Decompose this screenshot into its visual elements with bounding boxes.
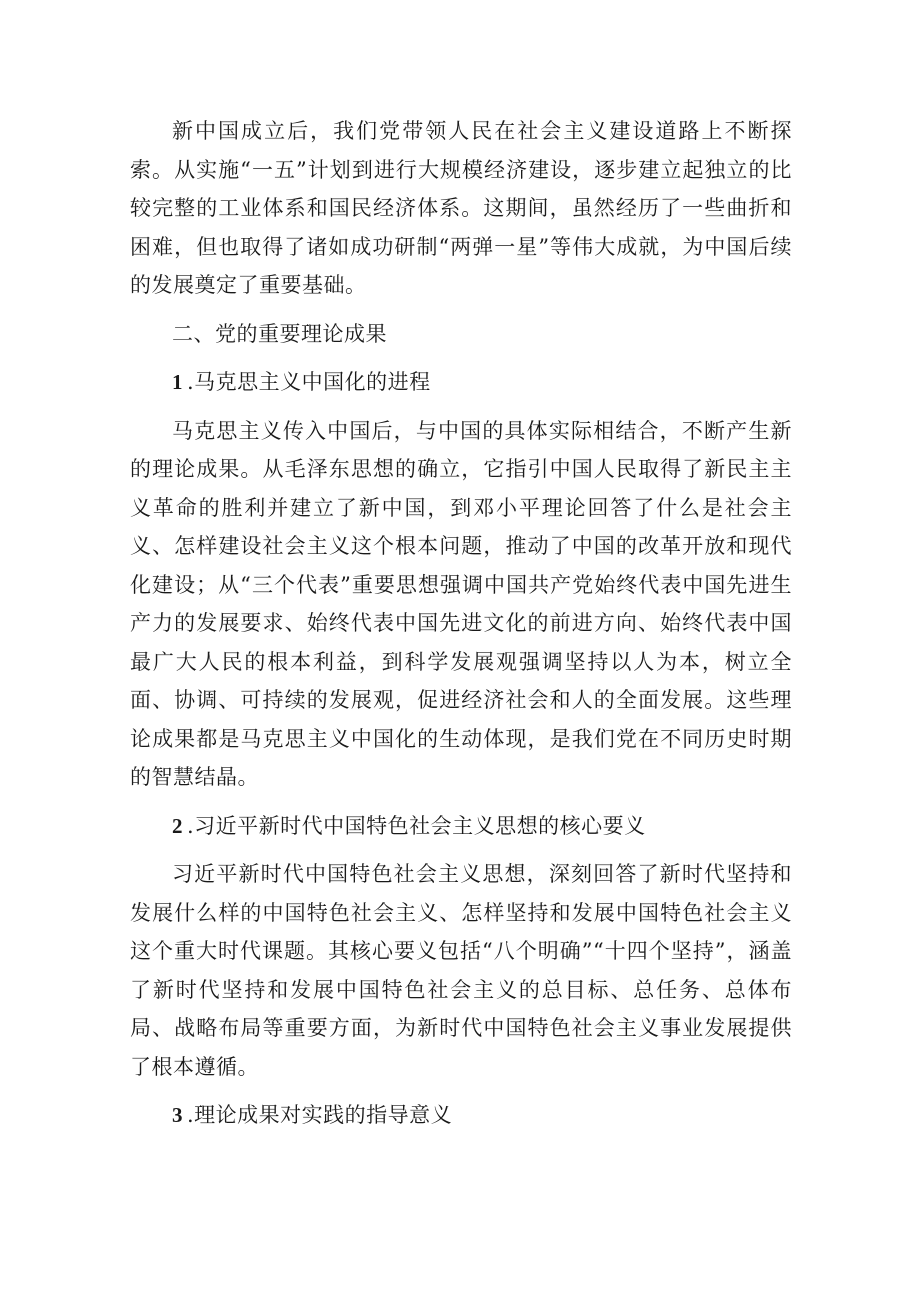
- subheading-1: [130, 363, 792, 402]
- subheading-3: [130, 1096, 792, 1135]
- paragraph-new-china-construction: 新中国成立后，我们党带领人民在社会主义建设道路上不断探索。从实施“一五”计划到进行大规模经济建设，逐步建立起独立的比较完整的工业体系和国民经济体系。这期间，虽然经历了一些曲折和困难，但也取得了诸如成功研制“两弹一星”等伟大成就，为中国后续的发展奠定了重要基础。: [130, 119, 792, 297]
- subheading-2-title: .习近平新时代中国特色社会主义思想的核心要义: [187, 813, 646, 838]
- subheading-2: [130, 807, 792, 846]
- subheading-2-number: 2: [172, 813, 183, 838]
- subheading-3-number: 3: [172, 1103, 183, 1127]
- subheading-3-title: .理论成果对实践的指导意义: [187, 1103, 453, 1127]
- subheading-1-number: 1: [172, 370, 183, 394]
- paragraph-marxism-sinicization: 马克思主义传入中国后，与中国的具体实际相结合，不断产生新的理论成果。从毛泽东思想的确立，它指引中国人民取得了新民主主义革命的胜利并建立了新中国，到邓小平理论回答了什么是社会主义、怎样建设社会主义这个根本问题，推动了中国的改革开放和现代化建设；从“三个代表”重要思想强调中国共产党始终代表中国先进生产力的发展要求、始终代表中国先进文化的前进方向、始终代表中国最广大人民的根本利益，到科学发展观强调坚持以人为本，树立全面、协调、可持续的发展观，促进经济社会和人的全面发展。这些理论成果都是马克思主义中国化的生动体现，是我们党在不同历史时期的智慧结晶。: [130, 418, 792, 789]
- subheading-1-title: .马克思主义中国化的进程: [187, 370, 431, 394]
- paragraph-core-essence: 习近平新时代中国特色社会主义思想，深刻回答了新时代坚持和发展什么样的中国特色社会主义、怎样坚持和发展中国特色社会主义这个重大时代课题。其核心要义包括“八个明确”“十四个坚持”，涵盖了新时代坚持和发展中国特色社会主义的总目标、总任务、总体布局、战略布局等重要方面，为新时代中国特色社会主义事业发展提供了根本遵循。: [130, 862, 792, 1079]
- section-heading-theory-achievements: 二、党的重要理论成果: [172, 321, 387, 346]
- document-body: [130, 112, 792, 1145]
